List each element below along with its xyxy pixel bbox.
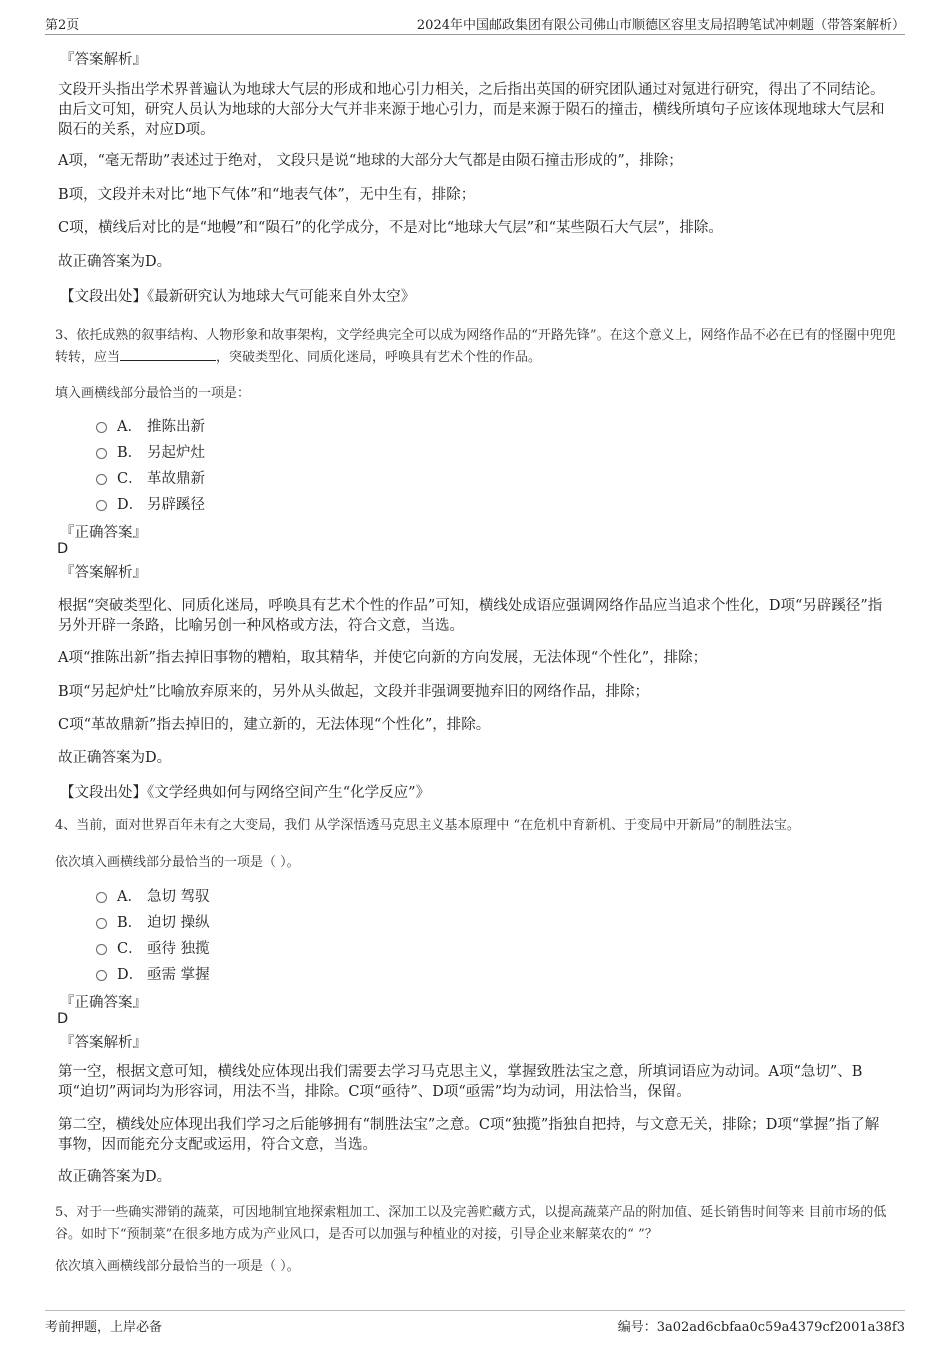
radio-icon[interactable] [96, 474, 107, 485]
option-b[interactable]: B． 迫切 操纵 [96, 911, 210, 931]
analysis-paragraph: 第一空，根据文意可知，横线处应体现出我们需要去学习马克思主义，掌握致胜法宝之意，所填词语应为动词。A项“急切”、B项“迫切”两词均为形容词，用法不当，排除。C项“亟待”、D项“亟需”均为动词，用法恰当，保留。 [58, 1064, 863, 1100]
analysis-paragraph: 根据“突破类型化、同质化迷局，呼唤具有艺术个性的作品”可知，横线处成语应强调网络作品应当追求个性化，D项“另辟蹊径”指另外开辟一条路，比喻另创一种风格或方法，符合文意，当选。 [58, 598, 883, 634]
question-stem: 4、当前，面对世界百年未有之大变局，我们 从学深悟透马克思主义基本原理中 “在危机中育新机、于变局中开新局”的制胜法宝。 [55, 818, 800, 833]
question-stem-part: ，突破类型化、同质化迷局，呼唤具有艺术个性的作品。 [216, 350, 542, 365]
footer-slogan: 考前押题，上岸必备 [45, 1320, 163, 1335]
question-prompt: 填入画横线部分最恰当的一项是： [55, 386, 251, 401]
analysis-heading: 『答案解析』 [60, 1035, 147, 1051]
page-header [45, 12, 905, 35]
radio-icon[interactable] [96, 944, 107, 955]
question-stem [55, 325, 897, 369]
document-serial: 编号：3a02ad6cbfaa0c59a4379cf2001a38f3 [617, 1320, 905, 1335]
option-a[interactable]: A． 推陈出新 [96, 415, 205, 435]
question-prompt: 依次填入画横线部分最恰当的一项是（ ）。 [55, 1259, 300, 1274]
analysis-conclusion: 故正确答案为D。 [58, 1169, 172, 1185]
option-c[interactable]: C． 革故鼎新 [96, 467, 205, 487]
analysis-paragraph: 第二空，横线处应体现出我们学习之后能够拥有“制胜法宝”之意。C项“独揽”指独自把持，与文意无关，排除；D项“掌握”指了解事物，因而能充分支配或运用，符合文意，当选。 [58, 1117, 880, 1153]
page-number: 第2页 [45, 18, 80, 33]
radio-icon[interactable] [96, 918, 107, 929]
analysis-heading: 『答案解析』 [60, 52, 147, 68]
option-a[interactable]: A． 急切 驾驭 [96, 885, 210, 905]
question-prompt: 依次填入画横线部分最恰当的一项是（ ）。 [55, 855, 300, 870]
question-stem: 5、对于一些确实滞销的蔬菜，可因地制宜地探索粗加工、深加工以及完善贮藏方式，以提高蔬菜产品的附加值、延长销售时间等来 目前市场的低谷。如时下“预制菜”在很多地方成为产业风口，是否可以加强与种植业的对接，引导企业来解菜农的“ ”？ [55, 1205, 887, 1242]
analysis-paragraph: C项，横线后对比的是“地幔”和“陨石”的化学成分，不是对比“地球大气层”和“某些陨石大气层”，排除。 [58, 220, 723, 236]
analysis-conclusion: 故正确答案为D。 [58, 254, 172, 270]
analysis-paragraph: B项“另起炉灶”比喻放弃原来的，另外从头做起，文段并非强调要抛弃旧的网络作品，排除； [58, 684, 649, 700]
analysis-paragraph: A项“推陈出新”指去掉旧事物的糟粕，取其精华，并使它向新的方向发展，无法体现“个性化”，排除； [58, 650, 708, 666]
analysis-paragraph: 文段开头指出学术界普遍认为地球大气层的形成和地心引力相关，之后指出英国的研究团队通过对氪进行研究，得出了不同结论。由后文可知，研究人员认为地球的大部分大气并非来源于地心引力，而是来源于陨石的撞击，横线所填句子应该体现地球大气层和陨石的关系，对应D项。 [58, 82, 885, 138]
analysis-heading: 『答案解析』 [60, 565, 147, 581]
correct-answer: D [57, 1011, 69, 1027]
analysis-conclusion: 故正确答案为D。 [58, 750, 172, 766]
analysis-paragraph: C项“革故鼎新”指去掉旧的，建立新的，无法体现“个性化”，排除。 [58, 717, 491, 733]
analysis-paragraph: A项，“毫无帮助”表述过于绝对， 文段只是说“地球的大部分大气都是由陨石撞击形成的”，排除； [58, 153, 683, 169]
question-stem-part: 3、依托成熟的叙事结构、人物形象和故事架构，文学经典完全可以成为网络作品的“开路先锋”。在这个意义上，网络作品不必在已有的怪圈中兜兜转转，应当 [55, 328, 896, 365]
option-d[interactable]: D． 亟需 掌握 [96, 963, 210, 983]
passage-source: 【文段出处】《文学经典如何与网络空间产生“化学反应”》 [60, 785, 431, 801]
radio-icon[interactable] [96, 970, 107, 981]
option-d[interactable]: D． 另辟蹊径 [96, 493, 205, 513]
fill-blank [120, 347, 216, 361]
correct-answer: D [57, 541, 69, 557]
option-b[interactable]: B． 另起炉灶 [96, 441, 205, 461]
passage-source: 【文段出处】《最新研究认为地球大气可能来自外太空》 [60, 289, 416, 305]
correct-answer-heading: 『正确答案』 [60, 525, 147, 541]
radio-icon[interactable] [96, 500, 107, 511]
document-title: 2024年中国邮政集团有限公司佛山市顺德区容里支局招聘笔试冲刺题（带答案解析） [416, 18, 905, 33]
radio-icon[interactable] [96, 448, 107, 459]
radio-icon[interactable] [96, 422, 107, 433]
analysis-paragraph: B项，文段并未对比“地下气体”和“地表气体”，无中生有，排除； [58, 187, 476, 203]
page-footer [45, 1310, 905, 1335]
radio-icon[interactable] [96, 892, 107, 903]
correct-answer-heading: 『正确答案』 [60, 995, 147, 1011]
option-c[interactable]: C． 亟待 独揽 [96, 937, 210, 957]
